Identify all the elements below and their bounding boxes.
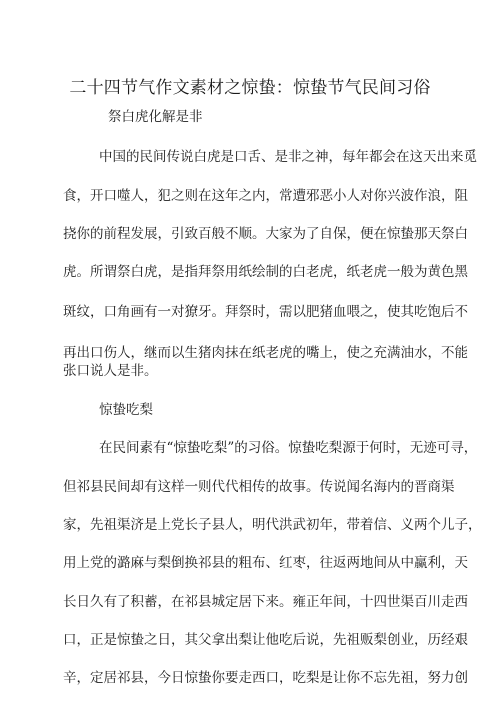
- paragraph-line: 但祁县民间却有这样一则代代相传的故事。传说闻名海内的晋商渠: [63, 479, 455, 495]
- paragraph-line: 长日久有了积蓄，在祁县城定居下来。雍正年间，十四世渠百川走西: [63, 594, 468, 610]
- paragraph-line: 再出口伤人，继而以生猪肉抹在纸老虎的嘴上，使之充满油水，不能: [63, 345, 468, 361]
- document-title: 二十四节气作文素材之惊蛰：惊蛰节气民间习俗: [69, 78, 431, 98]
- paragraph-line: 辛，定居祁县，今日惊蛰你要走西口，吃梨是让你不忘先祖，努力创: [63, 670, 468, 686]
- paragraph-line: 中国的民间传说白虎是口舌、是非之神，每年都会在这天出来觅: [99, 149, 477, 165]
- section-heading-2: 惊蛰吃梨: [99, 402, 153, 418]
- paragraph-line: 在民间素有“惊蛰吃梨”的习俗。惊蛰吃梨源于何时，无迹可寻，: [99, 440, 478, 456]
- paragraph-line: 张口说人是非。: [63, 363, 158, 379]
- paragraph-line: 挠你的前程发展，引致百般不顺。大家为了自保，便在惊蛰那天祭白: [63, 226, 468, 242]
- paragraph-line: 用上党的潞麻与梨倒换祁县的粗布、红枣，往返两地间从中赢利，天: [63, 555, 468, 571]
- section-heading-1: 祭白虎化解是非: [108, 109, 203, 125]
- paragraph-line: 家，先祖渠济是上党长子县人，明代洪武初年，带着信、义两个儿子，: [63, 517, 482, 533]
- paragraph-line: 食，开口噬人，犯之则在这年之内，常遭邪恶小人对你兴波作浪，阻: [63, 188, 468, 204]
- paragraph-line: 虎。所谓祭白虎，是指拜祭用纸绘制的白老虎，纸老虎一般为黄色黑: [63, 264, 468, 280]
- paragraph-line: 口，正是惊蛰之日，其父拿出梨让他吃后说，先祖贩梨创业，历经艰: [63, 632, 468, 648]
- paragraph-line: 斑纹，口角画有一对獠牙。拜祭时，需以肥猪血喂之，使其吃饱后不: [63, 304, 468, 320]
